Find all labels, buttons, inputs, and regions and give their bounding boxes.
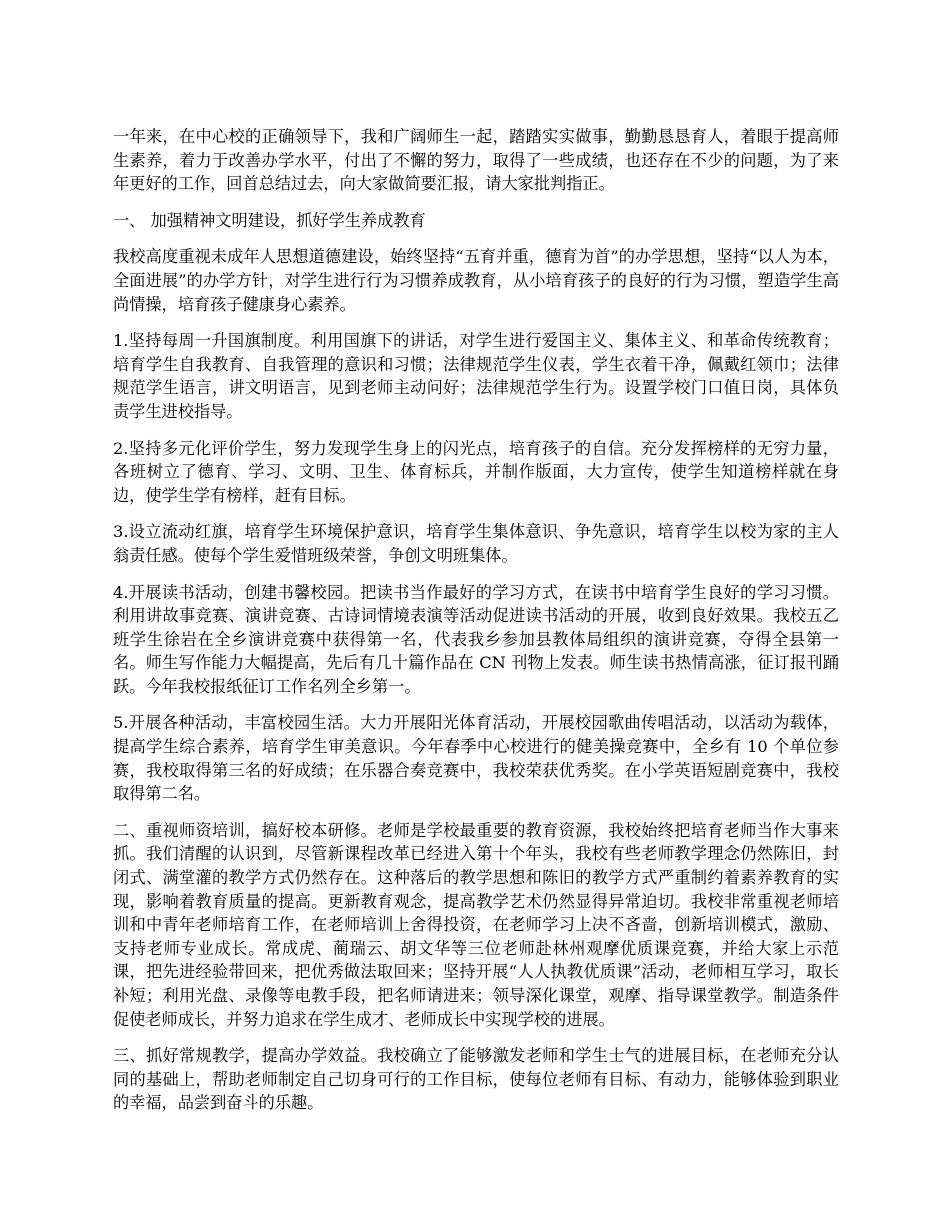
section-1-paragraph: 我校高度重视未成年人思想道德建设，始终坚持“五育并重，德育为首”的办学思想，坚持“以人为本，全面进展”的办学方针，对学生进行行为习惯养成教育，从小培育孩子的良好的行为习惯，塑造学生高尚情操，培育孩子健康身心素养。 [113, 247, 839, 314]
section-3-paragraph: 三、抓好常规教学，提高办学效益。我校确立了能够激发老师和学生士气的进展目标，在老师充分认同的基础上，帮助老师制定自己切身可行的工作目标，使每位老师有目标、有动力，能够体验到职业的幸福，品尝到奋斗的乐趣。 [113, 1046, 839, 1113]
intro-paragraph: 一年来，在中心校的正确领导下，我和广阔师生一起，踏踏实实做事，勤勤恳恳育人，着眼于提高师生素养，着力于改善办学水平，付出了不懈的努力，取得了一些成绩，也还存在不少的问题，为了来年更好的工作，回首总结过去，向大家做简要汇报，请大家批判指正。 [113, 127, 839, 194]
item-2-paragraph: 2.坚持多元化评价学生，努力发现学生身上的闪光点，培育孩子的自信。充分发挥榜样的无穷力量，各班树立了德育、学习、文明、卫生、体育标兵，并制作版面，大力宣传，使学生知道榜样就在身边，使学生学有榜样，赶有目标。 [113, 438, 839, 505]
item-4-paragraph: 4.开展读书活动，创建书馨校园。把读书当作最好的学习方式，在读书中培育学生良好的学习习惯。利用讲故事竞赛、演讲竞赛、古诗词情境表演等活动促进读书活动的开展，收到良好效果。我校五乙班学生徐岩在全乡演讲竞赛中获得第一名，代表我乡参加县教体局组织的演讲竞赛，夺得全县第一名。师生写作能力大幅提高，先后有几十篇作品在 CN 刊物上发表。师生读书热情高涨，征订报刊踊跃。今年我校报纸征订工作名列全乡第一。 [113, 582, 839, 696]
section-2-paragraph: 二、重视师资培训，搞好校本研修。老师是学校最重要的教育资源，我校始终把培育老师当作大事来抓。我们清醒的认识到，尽管新课程改革已经进入第十个年头，我校有些老师教学理念仍然陈旧，封闭式、满堂灌的教学方式仍然存在。这种落后的教学思想和陈旧的教学方式严重制约着素养教育的实现，影响着教育质量的提高。更新教育观念，提高教学艺术仍然显得异常迫切。我校非常重视老师培训和中青年老师培育工作，在老师培训上舍得投资，在老师学习上决不吝啬，创新培训模式，激励、支持老师专业成长。常成虎、蔺瑞云、胡文华等三位老师赴林州观摩优质课竞赛，并给大家上示范课，把先进经验带回来，把优秀做法取回来；坚持开展“人人执教优质课”活动，老师相互学习，取长补短；利用光盘、录像等电教手段，把名师请进来；领导深化课堂，观摩、指导课堂教学。制造条件促使老师成长，并努力追求在学生成才、老师成长中实现学校的进展。 [113, 820, 839, 1029]
item-3-paragraph: 3.设立流动红旗，培育学生环境保护意识，培育学生集体意识、争先意识，培育学生以校为家的主人翁责任感。使每个学生爱惜班级荣誉，争创文明班集体。 [113, 522, 839, 565]
item-1-paragraph: 1.坚持每周一升国旗制度。利用国旗下的讲话，对学生进行爱国主义、集体主义、和革命传统教育；培育学生自我教育、自我管理的意识和习惯；法律规范学生仪表，学生衣着干净，佩戴红领巾；法律规范学生语言，讲文明语言，见到老师主动问好；法律规范学生行为。设置学校门口值日岗，具体负责学生进校指导。 [113, 331, 839, 421]
document-body [113, 125, 839, 1128]
item-5-paragraph: 5.开展各种活动，丰富校园生活。大力开展阳光体育活动，开展校园歌曲传唱活动，以活动为载体，提高学生综合素养，培育学生审美意识。今年春季中心校进行的健美操竞赛中，全乡有 10 个单位参赛，我校取得第三名的好成绩；在乐器合奏竞赛中，我校荣获优秀奖。在小学英语短剧竞赛中，我校取得第二名。 [113, 713, 839, 804]
section-heading-1: 一、 加强精神文明建设，抓好学生养成教育 [113, 210, 426, 230]
